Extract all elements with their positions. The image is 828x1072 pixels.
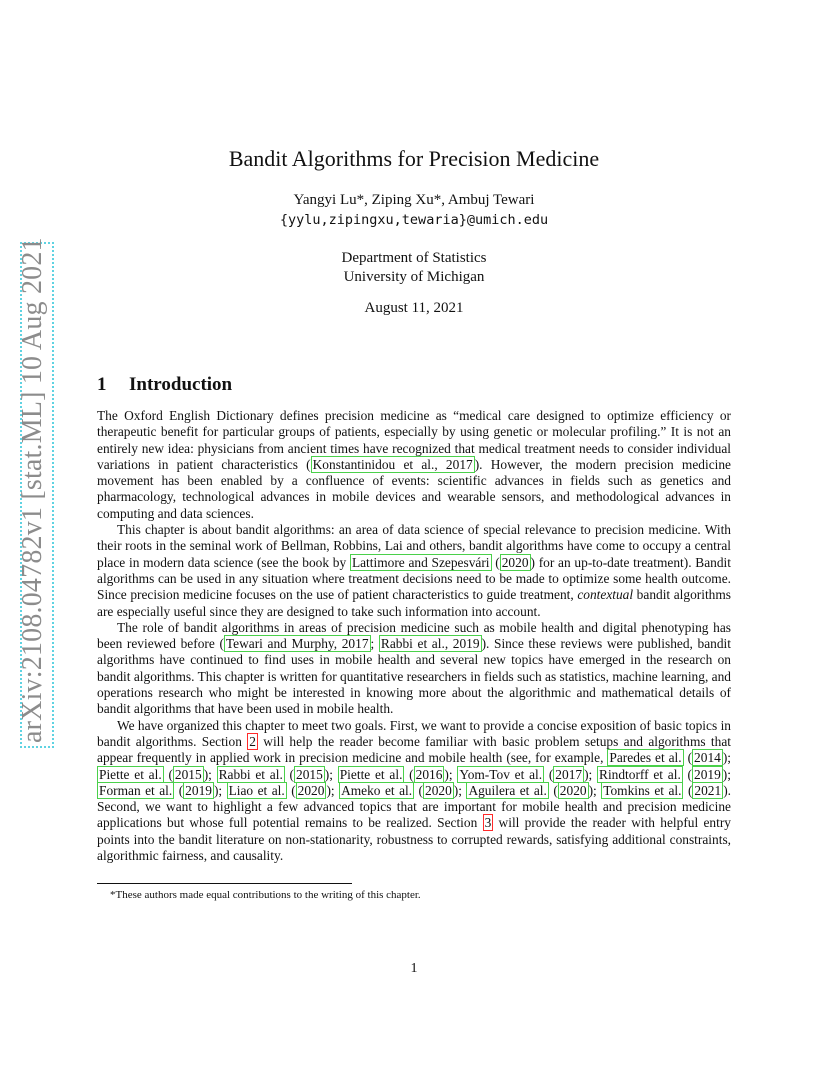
page-number: 1 xyxy=(410,961,418,976)
authors: Yangyi Lu*, Ziping Xu*, Ambuj Tewari xyxy=(293,192,535,208)
citation-link[interactable]: Rabbi et al., 2019 xyxy=(380,636,480,652)
paragraph-2: This chapter is about bandit algorithms: an area of data science of special relevance to precision medicine. With their roots in the seminal work of Bellman, Robbins, Lai and others, bandit algorithms have come to occupy a central place in modern data science (see the book by Lattimore and Szepesvári ( 2020 ) for an up-to-date treatment). Bandit algorithms can be used in any situation where treatment decisions need to be made to optimize some health outcome. Since precision medicine focuses on the use of patient characteristics to guide treatment, contextual bandit algorithms are especially useful since they are designed to take such information into account. xyxy=(97,522,731,619)
citation-link[interactable]: 2016 xyxy=(415,766,443,782)
citation-link[interactable]: 2015 xyxy=(174,766,202,782)
text-run: We have organized this chapter to meet two goals. First, we want to provide a concise exposition of basic topics in bandit algorithms. Section xyxy=(97,717,731,749)
citation-link[interactable]: Liao et al. xyxy=(228,782,285,798)
paragraph-4: We have organized this chapter to meet two goals. First, we want to provide a concise exposition of basic topics in bandit algorithms. Section 2 will help the reader become familiar with basic problem setups and algorithms that appear frequently in applied work in precision medicine and mobile health (see, for example, Paredes et al. ( 2014 ); Piette et al. ( 2015 ); Rabbi et al. ( 2015 ); Piette et al. ( 2016 ); Yom-Tov et al. ( 2017 ); Rindtorff et al. ( 2019 ); Forman et al. ( 2019 ); Liao et al. ( 2020 ); Ameko et al. ( 2020 ); Aguilera et al. ( 2020 ); Tomkins et al. ( 2021 ). Second, we want to highlight a few advanced topics that are important for mobile health and precision medicine applications but whose full potential remains to be realized. Section 3 will provide the reader with helpful entry points into the bandit literature on non-stationarity, robustness to corrupted rewards, satisfying additional constraints, algorithmic fairness, and causality. xyxy=(97,717,732,864)
citation-link[interactable]: 2020 xyxy=(501,554,529,570)
text-run: ). However, the modern precision medicine movement has been enabled by a confluence of events: scientific advances in fields such as genetics and pharmacology, technological advances in mobile devices and wearable sensors, and methodological advances in computing and data sciences. xyxy=(97,456,732,521)
section-title: Introduction xyxy=(129,374,233,395)
paragraph-1 xyxy=(97,408,731,522)
text-run: This chapter is about bandit algorithms: an area of data science of special relevance to precision medicine. With their roots in the seminal work of Bellman, Robbins, Lai and others, bandit algorithms have come to occupy a central place in modern data science (see the book by xyxy=(97,522,731,570)
body-text xyxy=(97,408,731,864)
citation-link[interactable]: Konstantinidou et al., 2017 xyxy=(312,456,473,472)
citation-link[interactable]: Rindtorff et al. xyxy=(599,766,681,782)
text-run: The Oxford English Dictionary defines precision medicine as “medical care designed to optimize efficiency or therapeutic benefit for particular groups of patients, especially by using genetic or molecular profiling.” It is not an entirely new idea: physicians from ancient times have recognized that medical treatment needs to consider individual variations in patient characteristics ( xyxy=(97,408,731,472)
citation-link[interactable]: 2014 xyxy=(694,750,721,766)
emphasis: contextual xyxy=(577,587,634,603)
citation-link[interactable]: 2019 xyxy=(694,766,721,782)
citation-link[interactable]: Forman et al. xyxy=(99,782,173,798)
text-run: will help the reader become familiar with basic problem setups and algorithms that appear frequently in applied work in precision medicine and mobile health (see, for example, xyxy=(97,733,731,766)
citation-link[interactable]: Tomkins et al. xyxy=(603,782,682,798)
university: University of Michigan xyxy=(343,269,485,285)
paper-date: August 11, 2021 xyxy=(364,300,464,316)
citation-link[interactable]: Ameko et al. xyxy=(341,782,413,798)
citation-link[interactable]: 2019 xyxy=(185,782,212,798)
citation-link[interactable]: 2020 xyxy=(425,782,452,798)
citation-link[interactable]: Rabbi et al. xyxy=(218,766,283,782)
paper-title: Bandit Algorithms for Precision Medicine xyxy=(228,146,600,171)
text-run: The role of bandit algorithms in areas of precision medicine such as mobile health and digital phenotyping has been reviewed before ( xyxy=(97,619,731,652)
text-run: for an up-to-date treatment). Bandit algorithms can be used in any situation where treatment decisions need to be made to optimize some health outcome. Since precision medicine focuses on the use of patient characteristics to guide treatment, xyxy=(97,554,731,603)
department: Department of Statistics xyxy=(341,250,487,266)
footnote: *These authors made equal contributions to the writing of this chapter. xyxy=(110,889,421,901)
citation-link[interactable]: Tewari and Murphy, 2017 xyxy=(225,636,369,652)
section-link[interactable]: 2 xyxy=(249,733,256,749)
citation-link[interactable]: Piette et al. xyxy=(339,766,403,782)
citation-link[interactable]: 2020 xyxy=(297,782,325,798)
section-link[interactable]: 3 xyxy=(484,815,492,831)
citation-link[interactable]: Piette et al. xyxy=(99,766,162,782)
footnote-rule xyxy=(97,883,352,884)
citation-link[interactable]: Lattimore and Szepesvári xyxy=(351,554,490,570)
text-run: ). Second, we want to highlight a few advanced topics that are important for mobile health and precision medicine applications but whose full potential remains to be realized. Section xyxy=(97,782,731,831)
citation-link[interactable]: 2015 xyxy=(296,766,323,782)
citation-link[interactable]: 2020 xyxy=(559,782,587,798)
text-run: will provide the reader with helpful entry points into the bandit literature on non-stationarity, robustness to corrupted rewards, satisfying additional constraints, algorithmic fairness, and causality. xyxy=(97,815,732,864)
author-email: {yylu,zipingxu,tewaria}@umich.edu xyxy=(279,212,549,228)
citation-link[interactable]: 2017 xyxy=(555,766,583,782)
citation-link[interactable]: Paredes et al. xyxy=(609,750,682,766)
section-heading xyxy=(97,374,232,396)
section-number: 1 xyxy=(97,374,107,395)
text-run: bandit algorithms are especially useful since they are designed to take such information into account. xyxy=(97,587,731,619)
citation-link[interactable]: Yom-Tov et al. xyxy=(459,766,543,782)
citation-link[interactable]: 2021 xyxy=(694,782,722,798)
citation-link[interactable]: Aguilera et al. xyxy=(468,782,547,798)
arxiv-stamp[interactable]: arXiv:2108.04782v1 [stat.ML] 10 Aug 2021 xyxy=(17,237,48,743)
text-run: ). Since these reviews were published, bandit algorithms have continued to find uses in mobile health and several new topics have emerged in the research on bandit algorithms. This chapter is written for quantitative researchers in fields such as statistics, machine learning, and operations research who might be interested in knowing more about the algorithmic and mathematical details of bandit algorithms that have been used in mobile health. xyxy=(97,636,731,717)
paragraph-3: The role of bandit algorithms in areas of precision medicine such as mobile health and digital phenotyping has been reviewed before ( Tewari and Murphy, 2017 ; Rabbi et al., 2019 ). Since these reviews were published, bandit algorithms have continued to find uses in mobile health and several new topics have emerged in the research on bandit algorithms. This chapter is written for quantitative researchers in fields such as statistics, machine learning, and operations research who might be interested in knowing more about the algorithmic and mathematical details of bandit algorithms that have been used in mobile health. xyxy=(97,619,731,717)
